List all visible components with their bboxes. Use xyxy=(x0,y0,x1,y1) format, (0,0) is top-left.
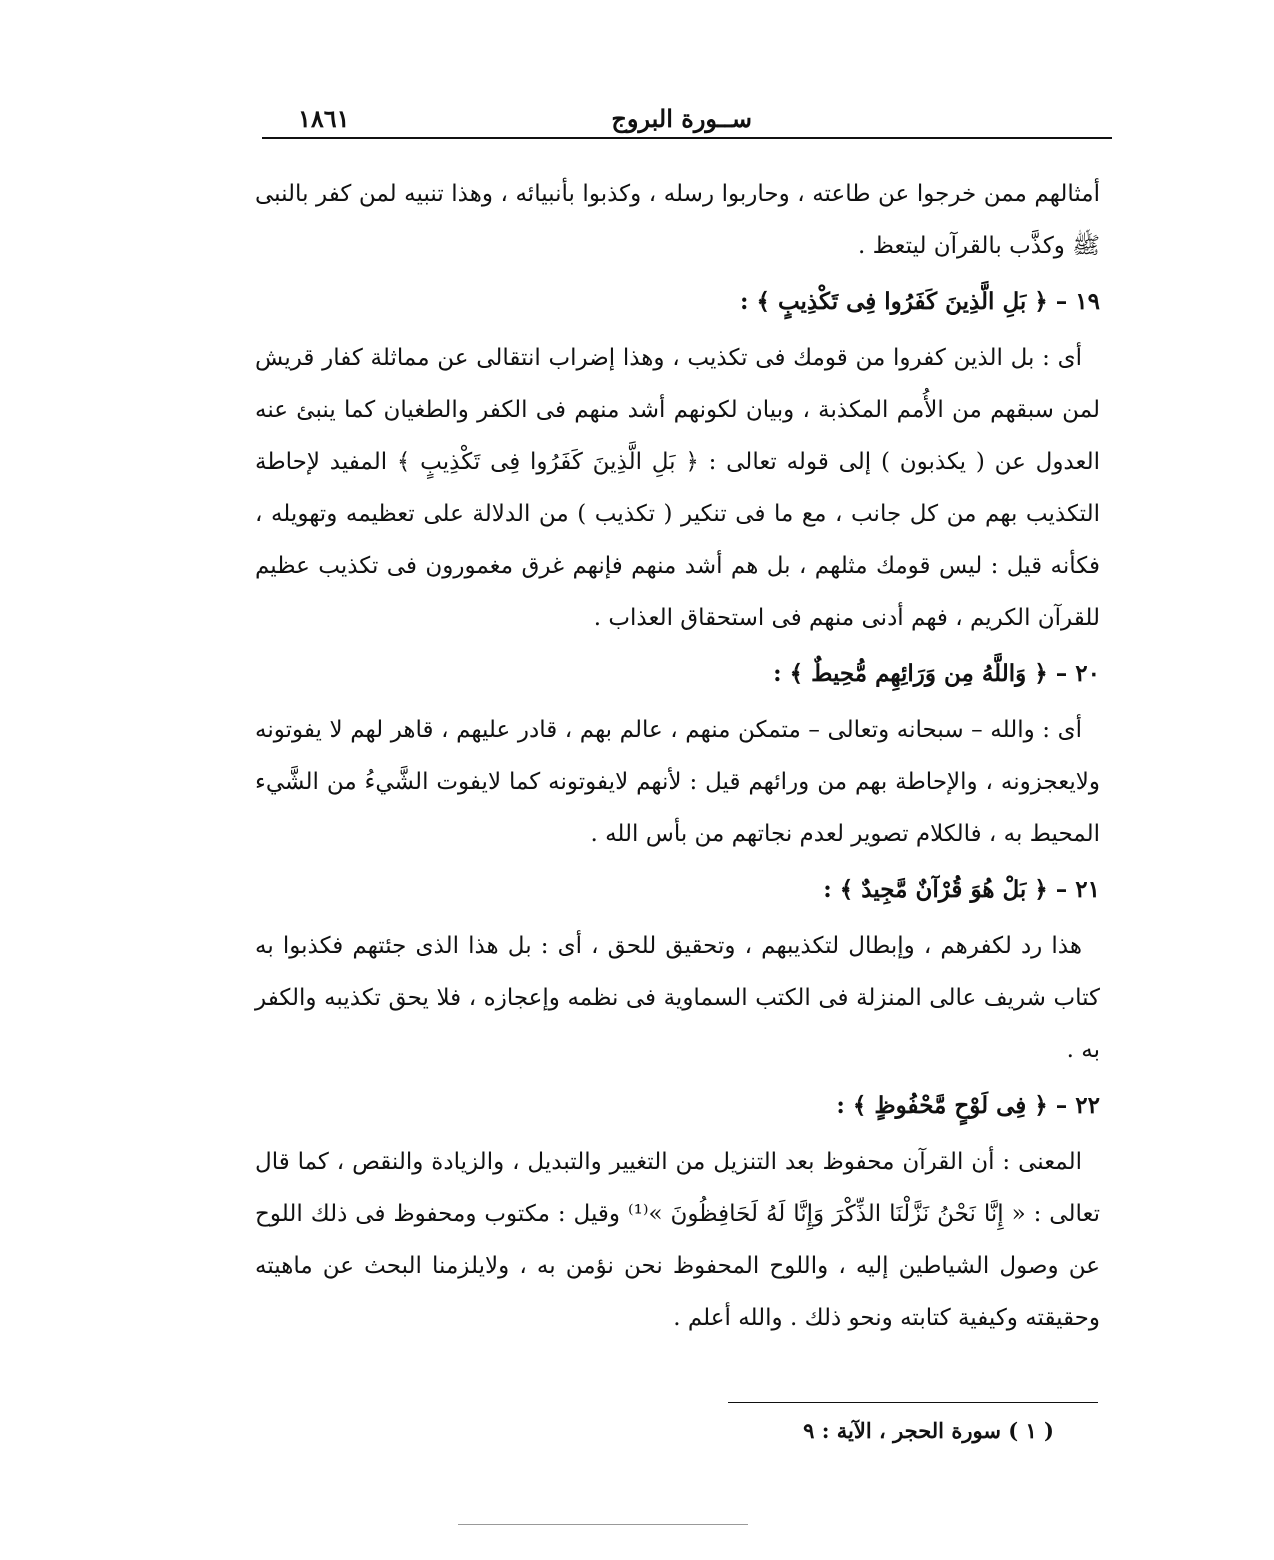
commentary-22: المعنى : أن القرآن محفوظ بعد التنزيل من التغيير والتبديل ، والزيادة والنقص ، كما قال تعالى : « إِنَّا نَحْنُ نَزَّلْنَا الذِّكْرَ وَإِنَّا لَهُ لَحَافِظُونَ »⁽¹⁾ وقيل : مكتوب ومحفوظ فى ذلك اللوح عن وصول الشياطين إليه ، واللوح المحفوظ نحن نؤمن به ، ولايلزمنا البحث عن ماهيته وحقيقته وكيفية كتابته ونحو ذلك . والله أعلم . xyxy=(255,1149,1100,1331)
footnote-divider xyxy=(728,1402,1098,1403)
verse-heading-22: ٢٢ – ﴿ فِى لَوْحٍ مَّحْفُوظٍ ﴾ : xyxy=(836,1092,1100,1119)
bottom-divider xyxy=(458,1524,748,1525)
commentary-21: هذا رد لكفرهم ، وإبطال لتكذيبهم ، وتحقيق للحق ، أى : بل هذا الذى جئتهم فكذبوا به كتاب شريف عالى المنزلة فى الكتب السماوية فى نظمه وإعجازه ، فلا يحق تكذيبه والكفر به . xyxy=(255,933,1100,1063)
surah-title: ســورة البروج xyxy=(611,104,752,133)
commentary-20: أى : والله – سبحانه وتعالى – متمكن منهم ، عالم بهم ، قادر عليهم ، قاهر لهم لا يفوتونه ولايعجزونه ، والإحاطة بهم من ورائهم قيل : لأنهم لايفوتونه كما لايفوت الشَّيءُ من الشَّيء المحيط به ، فالكلام تصوير لعدم نجاتهم من بأس الله . xyxy=(255,717,1100,847)
footnote: ( ١ ) سورة الحجر ، الآية : ٩ xyxy=(803,1418,1054,1443)
verse-heading-21: ٢١ – ﴿ بَلْ هُوَ قُرْآنٌ مَّجِيدٌ ﴾ : xyxy=(823,876,1100,903)
main-text xyxy=(255,168,1100,1344)
verse-heading-20: ٢٠ – ﴿ وَاللَّهُ مِن وَرَائِهِم مُّحِيطٌ ﴾ : xyxy=(773,660,1100,687)
running-header xyxy=(262,104,1112,138)
header-divider xyxy=(262,137,1112,139)
commentary-19: أى : بل الذين كفروا من قومك فى تكذيب ، وهذا إضراب انتقالى عن مماثلة كفار قريش لمن سبقهم من الأُمم المكذبة ، وبيان لكونهم أشد منهم فى الكفر والطغيان كما ينبئ عنه العدول عن ( يكذبون ) إلى قوله تعالى : ﴿ بَلِ الَّذِينَ كَفَرُوا فِى تَكْذِيبٍ ﴾ المفيد لإحاطة التكذيب بهم من كل جانب ، مع ما فى تنكير ( تكذيب ) من الدلالة على تعظيمه وتهويله ، فكأنه قيل : ليس قومك مثلهم ، بل هم أشد منهم فإنهم غرق مغمورون فى تكذيب عظيم للقرآن الكريم ، فهم أدنى منهم فى استحقاق العذاب . xyxy=(255,345,1100,631)
paragraph-continuation: أمثالهم ممن خرجوا عن طاعته ، وحاربوا رسله ، وكذبوا بأنبيائه ، وهذا تنبيه لمن كفر بالنبى ﷺ وكذَّب بالقرآن ليتعظ . xyxy=(255,181,1100,259)
page-number: ١٨٦١ xyxy=(298,104,350,133)
verse-heading-19: ١٩ – ﴿ بَلِ الَّذِينَ كَفَرُوا فِى تَكْذِيبٍ ﴾ : xyxy=(739,288,1100,315)
